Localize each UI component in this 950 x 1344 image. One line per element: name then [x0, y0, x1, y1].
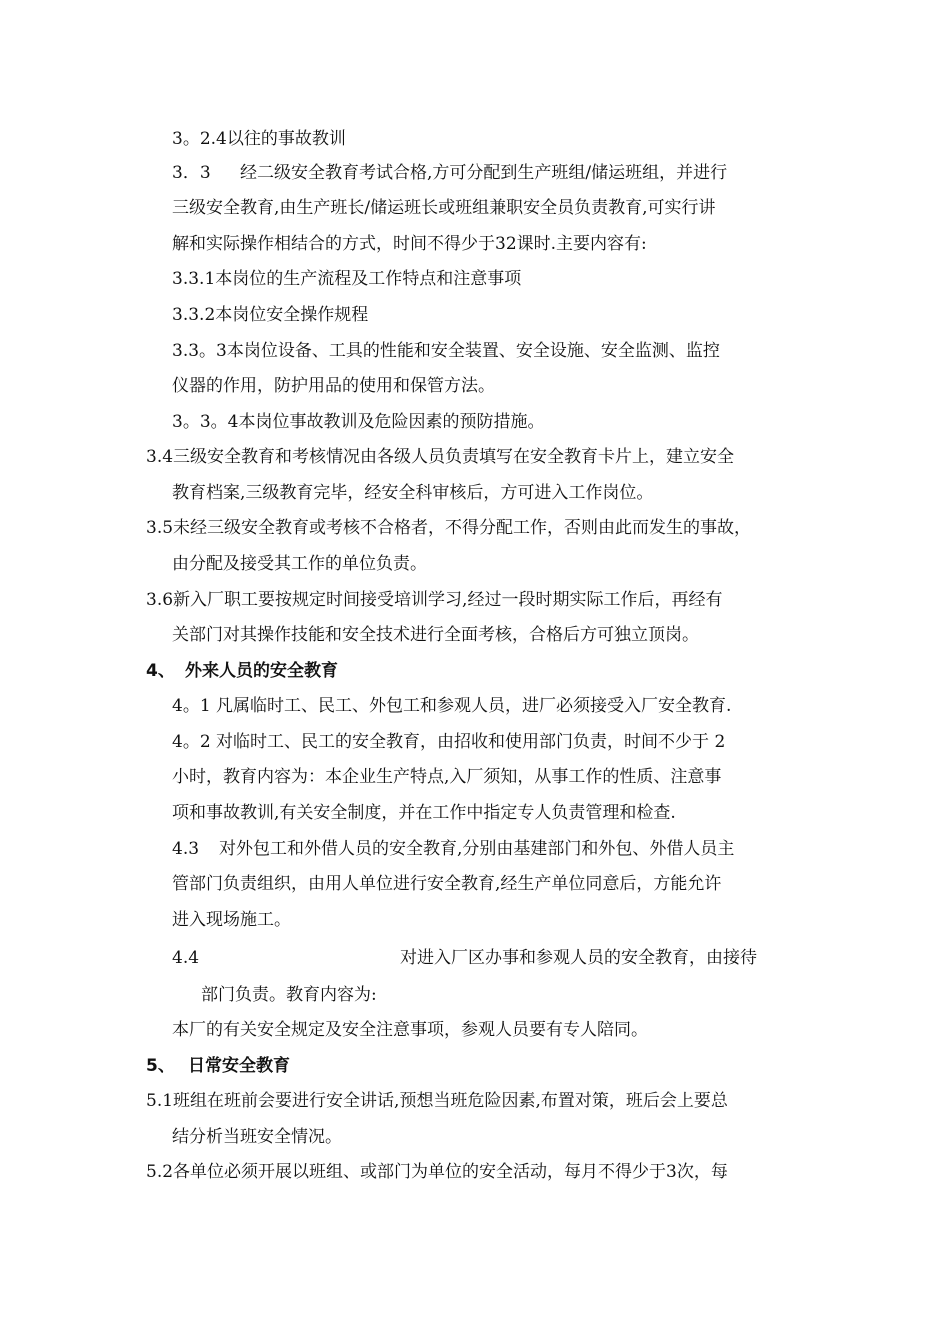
text-line: 解和实际操作相结合的方式，时间不得少于32课时.主要内容有: — [172, 234, 647, 254]
text-line: 3.3.1本岗位的生产流程及工作特点和注意事项 — [172, 269, 522, 289]
text-line: 小时，教育内容为：本企业生产特点,入厂须知，从事工作的性质、注意事 — [172, 767, 722, 787]
text-line: 对外包工和外借人员的安全教育,分别由基建部门和外包、外借人员主 — [219, 839, 735, 859]
text-line: 5.2各单位必须开展以班组、或部门为单位的安全活动，每月不得少于3次，每 — [146, 1162, 728, 1182]
text-line: 由分配及接受其工作的单位负责。 — [172, 554, 427, 574]
text-line: 4。1 凡属临时工、民工、外包工和参观人员，进厂必须接受入厂安全教育. — [172, 696, 732, 716]
text-line: 3.6新入厂职工要按规定时间接受培训学习,经过一段时期实际工作后，再经有 — [146, 590, 723, 610]
text-line: 3.3.2本岗位安全操作规程 — [172, 305, 369, 325]
text-line: 管部门负责组织，由用人单位进行安全教育,经生产单位同意后，方能允许 — [172, 874, 722, 894]
text-line: 进入现场施工。 — [172, 910, 291, 930]
text-line: 3。3。4本岗位事故教训及危险因素的预防措施。 — [172, 412, 545, 432]
section-number: 3．3 — [172, 163, 211, 183]
text-line: 部门负责。教育内容为: — [201, 985, 377, 1005]
text-line: 4。2 对临时工、民工的安全教育，由招收和使用部门负责，时间不少于 2 — [172, 732, 726, 752]
text-line: 三级安全教育,由生产班长/储运班长或班组兼职安全员负责教育,可实行讲 — [172, 198, 716, 218]
text-line: 经二级安全教育考试合格,方可分配到生产班组/储运班组，并进行 — [240, 163, 728, 183]
text-line: 对进入厂区办事和参观人员的安全教育，由接待 — [400, 948, 757, 968]
section-heading: 外来人员的安全教育 — [185, 661, 338, 681]
text-line: 仪器的作用，防护用品的使用和保管方法。 — [172, 376, 495, 396]
text-line: 3.3。3本岗位设备、工具的性能和安全装置、安全设施、安全监测、监控 — [172, 341, 720, 361]
text-line: 3.4三级安全教育和考核情况由各级人员负责填写在安全教育卡片上，建立安全 — [146, 447, 735, 467]
section-number: 4.3 — [172, 839, 200, 859]
text-line: 5.1班组在班前会要进行安全讲话,预想当班危险因素,布置对策，班后会上要总 — [146, 1091, 728, 1111]
text-line: 3.5未经三级安全教育或考核不合格者，不得分配工作，否则由此而发生的事故， — [146, 518, 752, 538]
heading-number: 5、 — [146, 1056, 175, 1076]
text-line: 教育档案,三级教育完毕，经安全科审核后，方可进入工作岗位。 — [172, 483, 654, 503]
heading-number: 4、 — [146, 661, 175, 681]
text-line: 3。2.4以往的事故教训 — [172, 129, 346, 149]
section-number: 4.4 — [172, 948, 200, 968]
text-line: 本厂的有关安全规定及安全注意事项，参观人员要有专人陪同。 — [172, 1020, 648, 1040]
text-line: 项和事故教训,有关安全制度，并在工作中指定专人负责管理和检查. — [172, 803, 676, 823]
section-heading: 日常安全教育 — [188, 1056, 290, 1076]
text-line: 关部门对其操作技能和安全技术进行全面考核，合格后方可独立顶岗。 — [172, 625, 699, 645]
text-line: 结分析当班安全情况。 — [172, 1127, 342, 1147]
